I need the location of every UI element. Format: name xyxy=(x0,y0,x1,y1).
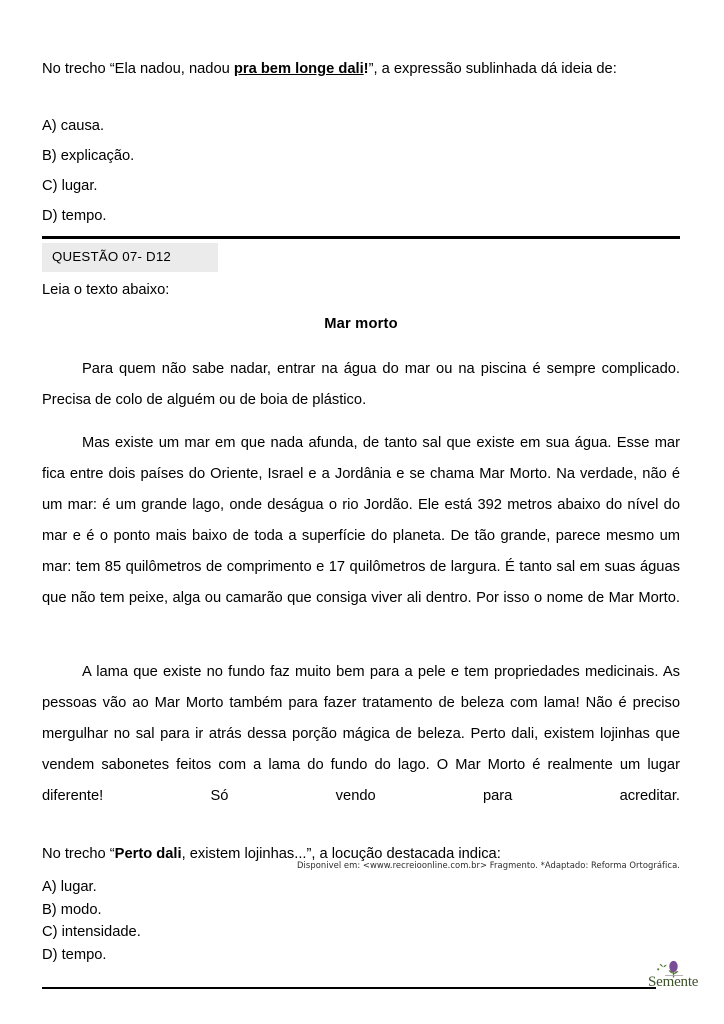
alternative-a[interactable] xyxy=(42,876,680,899)
question-06-highlight: pra bem longe dali xyxy=(233,61,364,77)
alternative-b-label: B) modo. xyxy=(42,901,102,918)
question-07-highlight: Perto dali xyxy=(114,846,182,862)
alternative-c[interactable] xyxy=(42,177,680,196)
question-06-alternatives xyxy=(42,117,680,226)
question-07-stem-block xyxy=(42,843,680,866)
question-06-block xyxy=(42,58,680,81)
alternative-d-label: D) tempo. xyxy=(42,946,107,963)
alternative-c[interactable] xyxy=(42,921,680,944)
question-07-alternatives xyxy=(42,876,680,966)
question-07-instruction-block xyxy=(42,280,680,300)
semente-logo xyxy=(648,960,710,1000)
reading-text-paragraph-2: Mas existe um mar em que nada afunda, de tanto sal que existe em sua água. Esse mar fica entre dois países do Oriente, Israel e a Jordânia e se chama Mar Morto. Na verdade, não é um mar: é um grande lago, onde deságua o rio Jordão. Ele está 392 metros abaixo do nível do mar e é o ponto mais baixo de toda a superfície do planeta. De tão grande, parece mesmo um mar: tem 85 quilômetros de comprimento e 17 quilômetros de largura. É tanto sal em suas águas que não tem peixe, alga ou camarão que consiga viver ali dentro. Por isso o nome de Mar Morto. xyxy=(42,435,680,606)
alternative-c-label: C) intensidade. xyxy=(42,924,141,940)
reading-text-block xyxy=(42,316,680,870)
reading-text-paragraph-3: A lama que existe no fundo faz muito bem para a pele e tem propriedades medicinais. As pessoas vão ao Mar Morto também para fazer tratamento de beleza com lama! Não é preciso mergulhar no sal para ir atrás dessa porção mágica de beleza. Perto dali, existem lojinhas que vendem sabonetes feitos com a lama do fundo do lago. O Mar Morto é realmente um lugar diferente! Só vendo para acreditar. xyxy=(42,664,680,804)
question-07-stem-prefix: No trecho “ xyxy=(42,846,115,862)
question-06-stem-suffix: ”, a expressão sublinhada dá ideia de: xyxy=(368,61,617,77)
question-07-tag-label: QUESTÃO 07- D12 xyxy=(52,249,172,264)
question-06-stem-prefix: No trecho “Ela nadou, nadou xyxy=(42,61,234,77)
question-07-stem-suffix: , existem lojinhas...”, a locução destacada indica: xyxy=(181,846,501,862)
alternative-a[interactable] xyxy=(42,117,680,136)
alternative-b-label: B) explicação. xyxy=(42,148,135,164)
alternative-d[interactable] xyxy=(42,944,680,967)
semente-logo-word: Semente xyxy=(648,974,699,990)
alternative-a-label: A) lugar. xyxy=(42,879,97,895)
footer-divider xyxy=(42,987,656,989)
reading-text-paragraph-1: Para quem não sabe nadar, entrar na água do mar ou na piscina é sempre complicado. Precisa de colo de alguém ou de boia de plástico. xyxy=(42,361,680,408)
reading-text-title: Mar morto xyxy=(324,316,398,332)
reading-text-source: Disponivel em: <www.recreioonline.com.br> Fragmento. *Adaptado: Reforma Ortográfica. xyxy=(297,860,680,870)
question-06-highlight-tail: ! xyxy=(363,61,369,77)
alternative-a-label: A) causa. xyxy=(42,118,105,134)
question-06-stem xyxy=(42,58,680,81)
section-divider-top xyxy=(42,236,680,239)
alternative-d-label: D) tempo. xyxy=(42,208,107,224)
alternative-c-label: C) lugar. xyxy=(42,178,98,194)
question-07-tag xyxy=(42,243,218,272)
question-07-stem xyxy=(42,843,680,866)
alternative-b[interactable] xyxy=(42,147,680,166)
question-07-instruction: Leia o texto abaixo: xyxy=(42,282,170,298)
alternative-b[interactable] xyxy=(42,899,680,922)
alternative-d[interactable] xyxy=(42,207,680,226)
